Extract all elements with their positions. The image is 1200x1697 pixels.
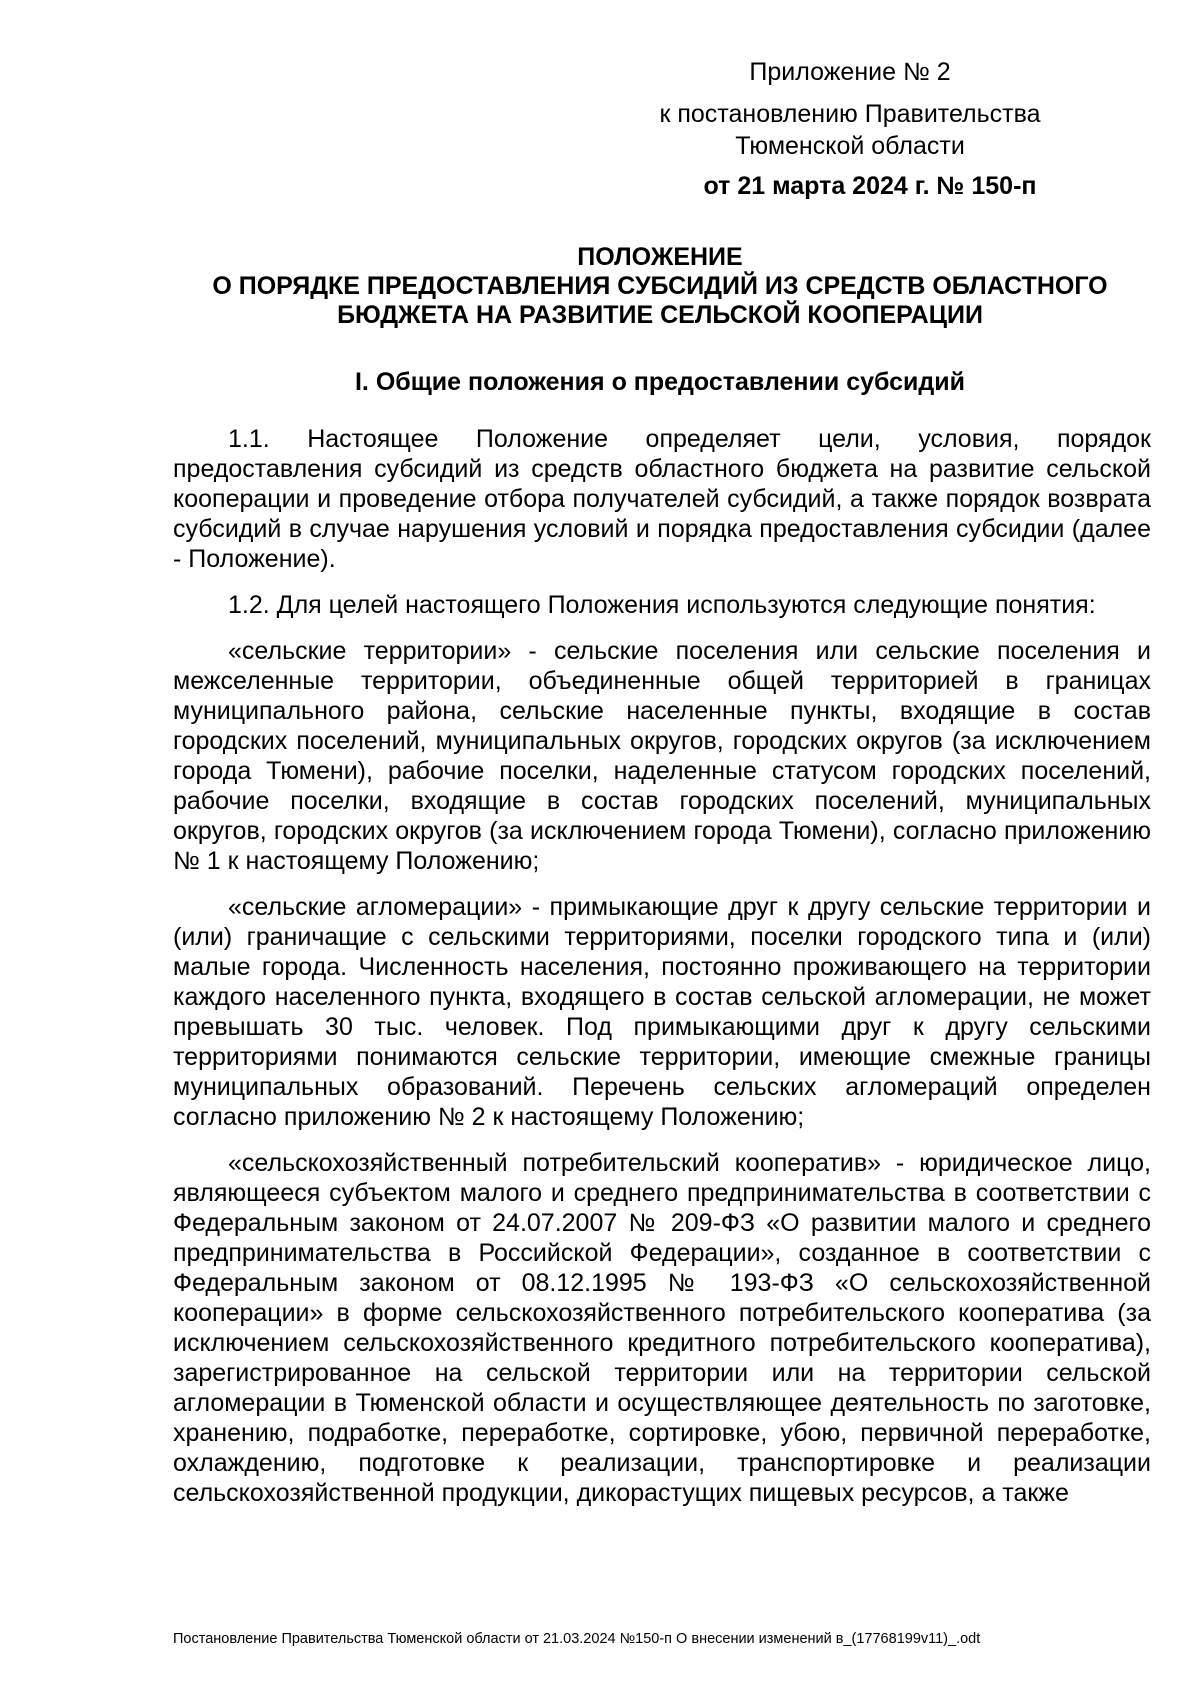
document-title: [160, 243, 1160, 330]
document-body: [173, 424, 1151, 1524]
page-footer: Постановление Правительства Тюменской области от 21.03.2024 №150-п О внесении изменений в_(17768199v11)_.odt: [173, 1631, 981, 1647]
title-line2: О ПОРЯДКЕ ПРЕДОСТАВЛЕНИЯ СУБСИДИЙ ИЗ СРЕДСТВ ОБЛАСТНОГО: [212, 272, 1108, 300]
definition-rural-territories: «сельские территории» - сельские поселения или сельские поселения и межселенные территории, объединенные общей территорией в границах муниципального района, сельские населенные пункты, входящие в состав городских поселений, муниципальных округов, городских округов (за исключением города Тюмени), рабочие поселки, наделенные статусом городских поселений, рабочие поселки, входящие в состав городских поселений, муниципальных округов, городских округов (за исключением города Тюмени), согласно приложению № 1 к настоящему Положению;: [173, 637, 1151, 875]
definition-agricultural-cooperative: «сельскохозяйственный потребительский кооператив» - юридическое лицо, являющееся субъектом малого и среднего предпринимательства в соответствии с Федеральным законом от 24.07.2007 № 209-ФЗ «О развитии малого и среднего предпринимательства в Российской Федерации», созданное в соответствии с Федеральным законом от 08.12.1995 № 193-ФЗ «О сельскохозяйственной кооперации» в форме сельскохозяйственного потребительского кооператива (за исключением сельскохозяйственного кредитного потребительского кооператива), зарегистрированное на сельской территории или на территории сельской агломерации в Тюменской области и осуществляющее деятельность по заготовке, хранению, подработке, переработке, сортировке, убою, первичной переработке, охлаждению, подготовке к реализации, транспортировке и реализации сельскохозяйственной продукции, дикорастущих пищевых ресурсов, а также: [173, 1149, 1151, 1507]
paragraph-1-2: 1.2. Для целей настоящего Положения используются следующие понятия:: [228, 591, 1096, 619]
appendix-number: Приложение № 2: [749, 58, 951, 86]
appendix-reference: [620, 98, 1080, 162]
paragraph-1-1: 1.1. Настоящее Положение определяет цели, условия, порядок предоставления субсидий из средств областного бюджета на развитие сельской кооперации и проведение отбора получателей субсидий, а также порядок возврата субсидий в случае нарушения условий и порядка предоставления субсидии (далее - Положение).: [173, 425, 1151, 573]
title-line1: ПОЛОЖЕНИЕ: [577, 243, 743, 271]
title-line3: БЮДЖЕТА НА РАЗВИТИЕ СЕЛЬСКОЙ КООПЕРАЦИИ: [337, 301, 983, 329]
appendix-ref-line1: к постановлению Правительства: [659, 100, 1041, 128]
section-heading: I. Общие положения о предоставлении субсидий: [354, 368, 965, 396]
appendix-date: от 21 марта 2024 г. № 150-п: [703, 172, 1037, 200]
definition-rural-agglomerations: «сельские агломерации» - примыкающие друг к другу сельские территории и (или) граничащие с сельскими территориями, поселки городского типа и (или) малые города. Численность населения, постоянно проживающего на территории каждого населенного пункта, входящего в состав сельской агломерации, не может превышать 30 тыс. человек. Под примыкающими друг к другу сельскими территориями понимаются сельские территории, имеющие смежные границы муниципальных образований. Перечень сельских агломераций определен согласно приложению № 2 к настоящему Положению;: [173, 893, 1151, 1131]
appendix-ref-line2: Тюменской области: [735, 132, 965, 160]
